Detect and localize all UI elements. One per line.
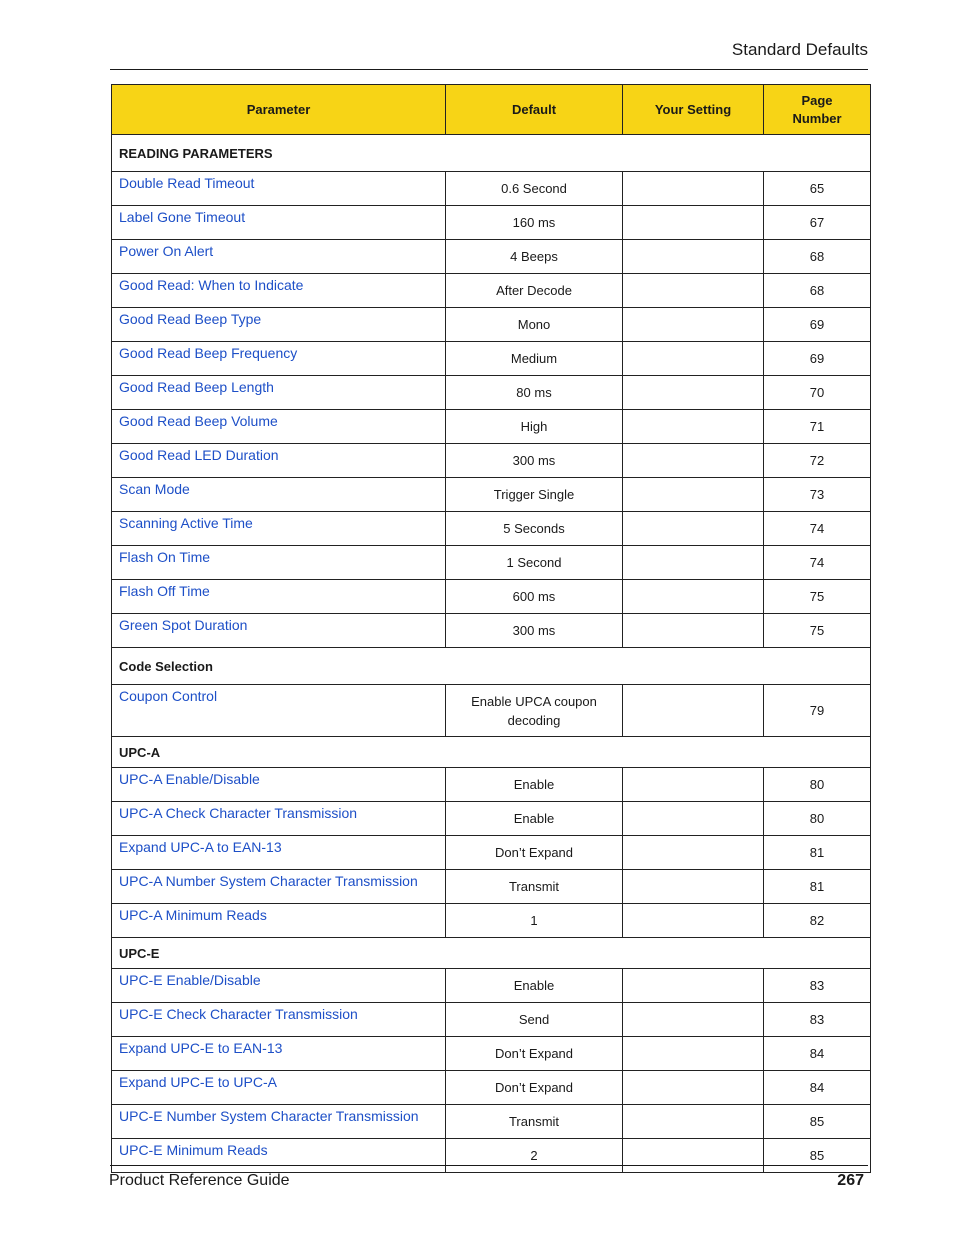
- your-setting-cell: [623, 342, 764, 376]
- default-value-line1: Enable UPCA coupon: [471, 693, 597, 709]
- page-number: 84: [764, 1071, 871, 1105]
- default-value: Enable: [446, 802, 623, 836]
- page-header-line2: Number: [792, 110, 842, 126]
- default-value: Enable: [446, 768, 623, 802]
- default-value: 300 ms: [446, 444, 623, 478]
- parameter-link[interactable]: Power On Alert: [112, 240, 446, 274]
- default-value: Don’t Expand: [446, 1037, 623, 1071]
- parameter-link[interactable]: Green Spot Duration: [112, 614, 446, 648]
- parameter-link[interactable]: Good Read Beep Volume: [112, 410, 446, 444]
- table-row: [112, 546, 871, 580]
- parameter-link[interactable]: UPC-A Enable/Disable: [112, 768, 446, 802]
- your-setting-cell: [623, 904, 764, 938]
- parameter-link[interactable]: UPC-E Enable/Disable: [112, 969, 446, 1003]
- page-number: 81: [764, 870, 871, 904]
- default-value: 1 Second: [446, 546, 623, 580]
- your-setting-cell: [623, 206, 764, 240]
- parameter-link[interactable]: Coupon Control: [112, 685, 446, 737]
- column-header-your-setting: Your Setting: [623, 85, 764, 135]
- default-value: High: [446, 410, 623, 444]
- default-value: 2: [446, 1139, 623, 1173]
- table-row: [112, 308, 871, 342]
- table-row: [112, 802, 871, 836]
- your-setting-cell: [623, 512, 764, 546]
- column-header-parameter: Parameter: [112, 85, 446, 135]
- table-row: [112, 1139, 871, 1173]
- table-row: [112, 206, 871, 240]
- default-value: 80 ms: [446, 376, 623, 410]
- table-row: [112, 580, 871, 614]
- parameter-link[interactable]: Expand UPC-E to UPC-A: [112, 1071, 446, 1105]
- column-header-page-number: [764, 85, 871, 135]
- running-header-title: Standard Defaults: [731, 40, 868, 59]
- parameter-link[interactable]: Expand UPC-E to EAN-13: [112, 1037, 446, 1071]
- page-number: 79: [764, 685, 871, 737]
- parameter-link[interactable]: Scanning Active Time: [112, 512, 446, 546]
- default-value: Enable: [446, 969, 623, 1003]
- table-row: [112, 870, 871, 904]
- table-row: [112, 376, 871, 410]
- your-setting-cell: [623, 546, 764, 580]
- table-row: [112, 1037, 871, 1071]
- page-number: 80: [764, 802, 871, 836]
- table-row: [112, 1071, 871, 1105]
- your-setting-cell: [623, 580, 764, 614]
- your-setting-cell: [623, 240, 764, 274]
- footer-page-number: 267: [837, 1172, 864, 1189]
- page-number: 85: [764, 1105, 871, 1139]
- parameter-link[interactable]: Good Read LED Duration: [112, 444, 446, 478]
- section-title: UPC-A: [112, 737, 871, 768]
- default-value: 160 ms: [446, 206, 623, 240]
- page-number: 68: [764, 240, 871, 274]
- page-number: 80: [764, 768, 871, 802]
- table-row: [112, 904, 871, 938]
- default-value: Mono: [446, 308, 623, 342]
- parameter-link[interactable]: Flash On Time: [112, 546, 446, 580]
- header-rule: [110, 69, 868, 70]
- your-setting-cell: [623, 802, 764, 836]
- table-row: [112, 685, 871, 737]
- page-number: 67: [764, 206, 871, 240]
- page-number: 75: [764, 580, 871, 614]
- default-value: Don’t Expand: [446, 1071, 623, 1105]
- table-row: [112, 768, 871, 802]
- page-number: 73: [764, 478, 871, 512]
- standard-defaults-table: [111, 84, 871, 1173]
- section-title: READING PARAMETERS: [112, 135, 871, 172]
- default-value: 0.6 Second: [446, 172, 623, 206]
- page-number: 69: [764, 342, 871, 376]
- default-value: Trigger Single: [446, 478, 623, 512]
- parameter-link[interactable]: Good Read Beep Type: [112, 308, 446, 342]
- table-row: [112, 342, 871, 376]
- table-row: [112, 1105, 871, 1139]
- your-setting-cell: [623, 836, 764, 870]
- section-title: Code Selection: [112, 648, 871, 685]
- table-row: [112, 240, 871, 274]
- page-number: 65: [764, 172, 871, 206]
- your-setting-cell: [623, 308, 764, 342]
- your-setting-cell: [623, 1037, 764, 1071]
- page-number: 75: [764, 614, 871, 648]
- your-setting-cell: [623, 1071, 764, 1105]
- page-number: 84: [764, 1037, 871, 1071]
- table-row: [112, 836, 871, 870]
- default-value: 600 ms: [446, 580, 623, 614]
- default-value: Send: [446, 1003, 623, 1037]
- page-number: 72: [764, 444, 871, 478]
- parameter-link[interactable]: Good Read Beep Length: [112, 376, 446, 410]
- page-header-line1: Page: [801, 92, 833, 108]
- default-value: 300 ms: [446, 614, 623, 648]
- default-value: [446, 685, 623, 737]
- table-row: [112, 614, 871, 648]
- default-value-line2: decoding: [507, 712, 561, 728]
- default-value: Transmit: [446, 870, 623, 904]
- table-row: [112, 172, 871, 206]
- footer-rule: [110, 1165, 868, 1166]
- parameter-link[interactable]: Double Read Timeout: [112, 172, 446, 206]
- section-row: [112, 938, 871, 969]
- your-setting-cell: [623, 478, 764, 512]
- default-value: 4 Beeps: [446, 240, 623, 274]
- page-number: 83: [764, 969, 871, 1003]
- your-setting-cell: [623, 614, 764, 648]
- table-row: [112, 274, 871, 308]
- parameter-link[interactable]: Good Read Beep Frequency: [112, 342, 446, 376]
- page-number: 81: [764, 836, 871, 870]
- table-row: [112, 1003, 871, 1037]
- parameter-link[interactable]: UPC-A Number System Character Transmission: [112, 870, 446, 904]
- parameter-link[interactable]: Good Read: When to Indicate: [112, 274, 446, 308]
- parameter-link[interactable]: Label Gone Timeout: [112, 206, 446, 240]
- page-number: 69: [764, 308, 871, 342]
- your-setting-cell: [623, 768, 764, 802]
- page-number: 68: [764, 274, 871, 308]
- table-row: [112, 969, 871, 1003]
- your-setting-cell: [623, 274, 764, 308]
- page-number: 85: [764, 1139, 871, 1173]
- table-header-row: [112, 85, 871, 135]
- parameter-link[interactable]: Expand UPC-A to EAN-13: [112, 836, 446, 870]
- your-setting-cell: [623, 172, 764, 206]
- page-number: 70: [764, 376, 871, 410]
- parameter-link[interactable]: UPC-E Minimum Reads: [112, 1139, 446, 1173]
- parameter-link[interactable]: UPC-E Check Character Transmission: [112, 1003, 446, 1037]
- your-setting-cell: [623, 376, 764, 410]
- section-row: [112, 135, 871, 172]
- parameter-link[interactable]: UPC-A Check Character Transmission: [112, 802, 446, 836]
- your-setting-cell: [623, 870, 764, 904]
- page-number: 82: [764, 904, 871, 938]
- table-row: [112, 444, 871, 478]
- default-value: After Decode: [446, 274, 623, 308]
- your-setting-cell: [623, 1003, 764, 1037]
- footer-guide-title: Product Reference Guide: [109, 1172, 290, 1189]
- default-value: Medium: [446, 342, 623, 376]
- table-row: [112, 512, 871, 546]
- parameter-link[interactable]: Scan Mode: [112, 478, 446, 512]
- column-header-default: Default: [446, 85, 623, 135]
- parameter-link[interactable]: Flash Off Time: [112, 580, 446, 614]
- default-value: Don’t Expand: [446, 836, 623, 870]
- table-row: [112, 410, 871, 444]
- your-setting-cell: [623, 685, 764, 737]
- your-setting-cell: [623, 1105, 764, 1139]
- page-number: 74: [764, 546, 871, 580]
- table-row: [112, 478, 871, 512]
- parameter-link[interactable]: UPC-A Minimum Reads: [112, 904, 446, 938]
- page-number: 83: [764, 1003, 871, 1037]
- your-setting-cell: [623, 1139, 764, 1173]
- default-value: 5 Seconds: [446, 512, 623, 546]
- your-setting-cell: [623, 410, 764, 444]
- page-number: 71: [764, 410, 871, 444]
- section-title: UPC-E: [112, 938, 871, 969]
- page-number: 74: [764, 512, 871, 546]
- parameter-link[interactable]: UPC-E Number System Character Transmission: [112, 1105, 446, 1139]
- your-setting-cell: [623, 444, 764, 478]
- default-value: 1: [446, 904, 623, 938]
- your-setting-cell: [623, 969, 764, 1003]
- section-row: [112, 648, 871, 685]
- default-value: Transmit: [446, 1105, 623, 1139]
- section-row: [112, 737, 871, 768]
